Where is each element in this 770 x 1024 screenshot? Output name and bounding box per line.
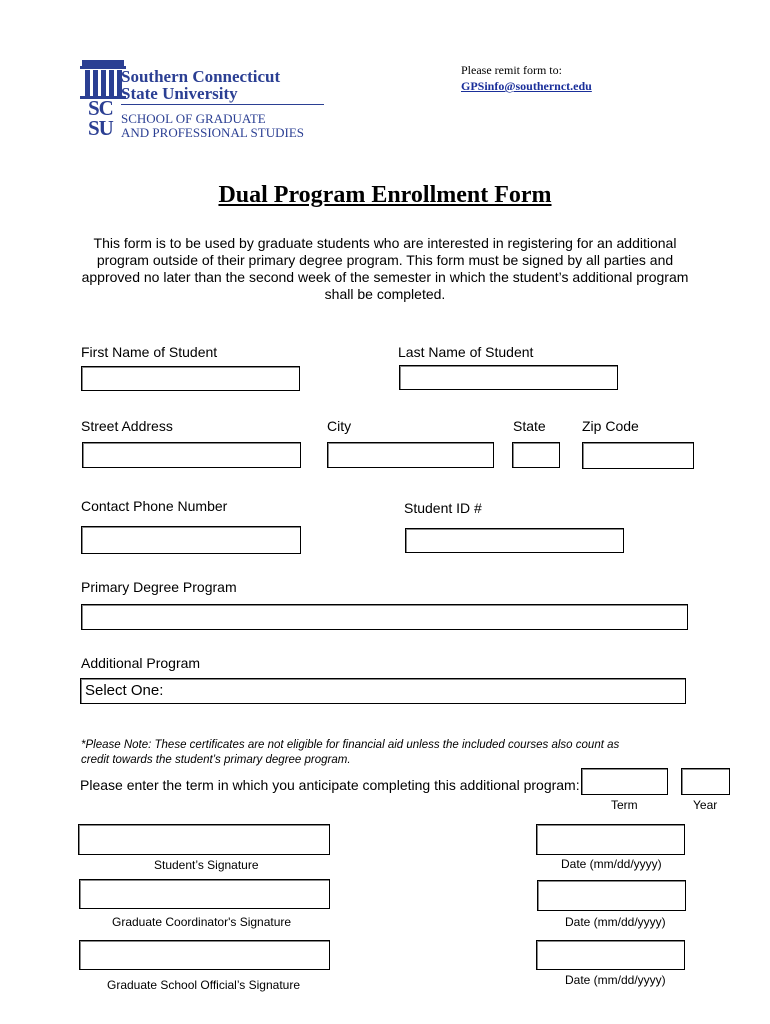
state-field[interactable] bbox=[512, 442, 560, 468]
note-line: *Please Note: These certificates are not eligible for financial aid unless the included courses also count as bbox=[81, 739, 620, 751]
column-emblem-icon bbox=[80, 58, 126, 100]
logo-divider bbox=[121, 104, 324, 105]
logo-school-line-1: SCHOOL OF GRADUATE bbox=[121, 111, 266, 126]
additional-program-select[interactable] bbox=[80, 678, 686, 704]
official-signature-field[interactable] bbox=[79, 940, 330, 970]
coordinator-signature-label: Graduate Coordinator's Signature bbox=[112, 915, 292, 929]
term-prompt: Please enter the term in which you anticipate completing this additional program: bbox=[80, 777, 580, 793]
student-date-field[interactable] bbox=[536, 824, 685, 855]
last-name-label: Last Name of Student bbox=[398, 344, 534, 360]
primary-degree-program-label: Primary Degree Program bbox=[81, 579, 237, 595]
term-field[interactable] bbox=[581, 768, 668, 795]
street-address-label: Street Address bbox=[81, 418, 173, 434]
logo-monogram-top: SC bbox=[88, 96, 113, 120]
student-signature-field[interactable] bbox=[78, 824, 330, 855]
primary-degree-program-field[interactable] bbox=[81, 604, 688, 630]
logo-monogram-bottom: SU bbox=[88, 116, 113, 140]
state-label: State bbox=[513, 418, 546, 434]
official-signature-label: Graduate School Official’s Signature bbox=[107, 978, 301, 992]
additional-program-select-value: Select One: bbox=[85, 682, 164, 699]
contact-phone-field[interactable] bbox=[81, 526, 301, 554]
logo-line-2: State University bbox=[121, 84, 238, 103]
first-name-field[interactable] bbox=[81, 366, 300, 391]
additional-program-label: Additional Program bbox=[81, 655, 201, 671]
coordinator-date-label: Date (mm/dd/yyyy) bbox=[565, 915, 666, 929]
term-label: Term bbox=[611, 798, 638, 812]
remit-label: Please remit form to: bbox=[461, 63, 562, 77]
intro-line: This form is to be used by graduate students who are interested in registering for an additional bbox=[93, 235, 677, 251]
intro-line: program outside of their primary degree program. This form must be signed by all parties and bbox=[96, 252, 674, 268]
contact-phone-label: Contact Phone Number bbox=[81, 498, 228, 514]
remit-email-link[interactable]: GPSinfo@southernct.edu bbox=[461, 79, 592, 93]
coordinator-signature-field[interactable] bbox=[79, 879, 330, 909]
form-title: Dual Program Enrollment Form bbox=[218, 182, 552, 208]
year-field[interactable] bbox=[681, 768, 730, 795]
student-id-field[interactable] bbox=[405, 528, 624, 553]
intro-line: approved no later than the second week of the semester in which the student’s additional program bbox=[81, 269, 689, 285]
form-title-wrap bbox=[0, 182, 770, 209]
note-line: credit towards the student’s primary degree program. bbox=[81, 754, 351, 766]
student-date-label: Date (mm/dd/yyyy) bbox=[561, 857, 662, 871]
first-name-label: First Name of Student bbox=[81, 344, 218, 360]
street-address-field[interactable] bbox=[82, 442, 301, 468]
zip-code-field[interactable] bbox=[582, 442, 694, 469]
year-label: Year bbox=[693, 798, 718, 812]
logo-school-line-2: AND PROFESSIONAL STUDIES bbox=[121, 125, 304, 140]
zip-code-label: Zip Code bbox=[582, 418, 639, 434]
intro-paragraph bbox=[0, 235, 770, 303]
student-signature-label: Student’s Signature bbox=[154, 858, 259, 872]
student-id-label: Student ID # bbox=[404, 500, 482, 516]
official-date-label: Date (mm/dd/yyyy) bbox=[565, 973, 666, 987]
city-field[interactable] bbox=[327, 442, 494, 468]
last-name-field[interactable] bbox=[399, 365, 618, 390]
city-label: City bbox=[327, 418, 352, 434]
logo-line-1: Southern Connecticut bbox=[121, 67, 281, 86]
financial-aid-note bbox=[81, 738, 619, 768]
intro-line: shall be completed. bbox=[324, 286, 446, 302]
official-date-field[interactable] bbox=[536, 940, 685, 970]
coordinator-date-field[interactable] bbox=[537, 880, 686, 911]
